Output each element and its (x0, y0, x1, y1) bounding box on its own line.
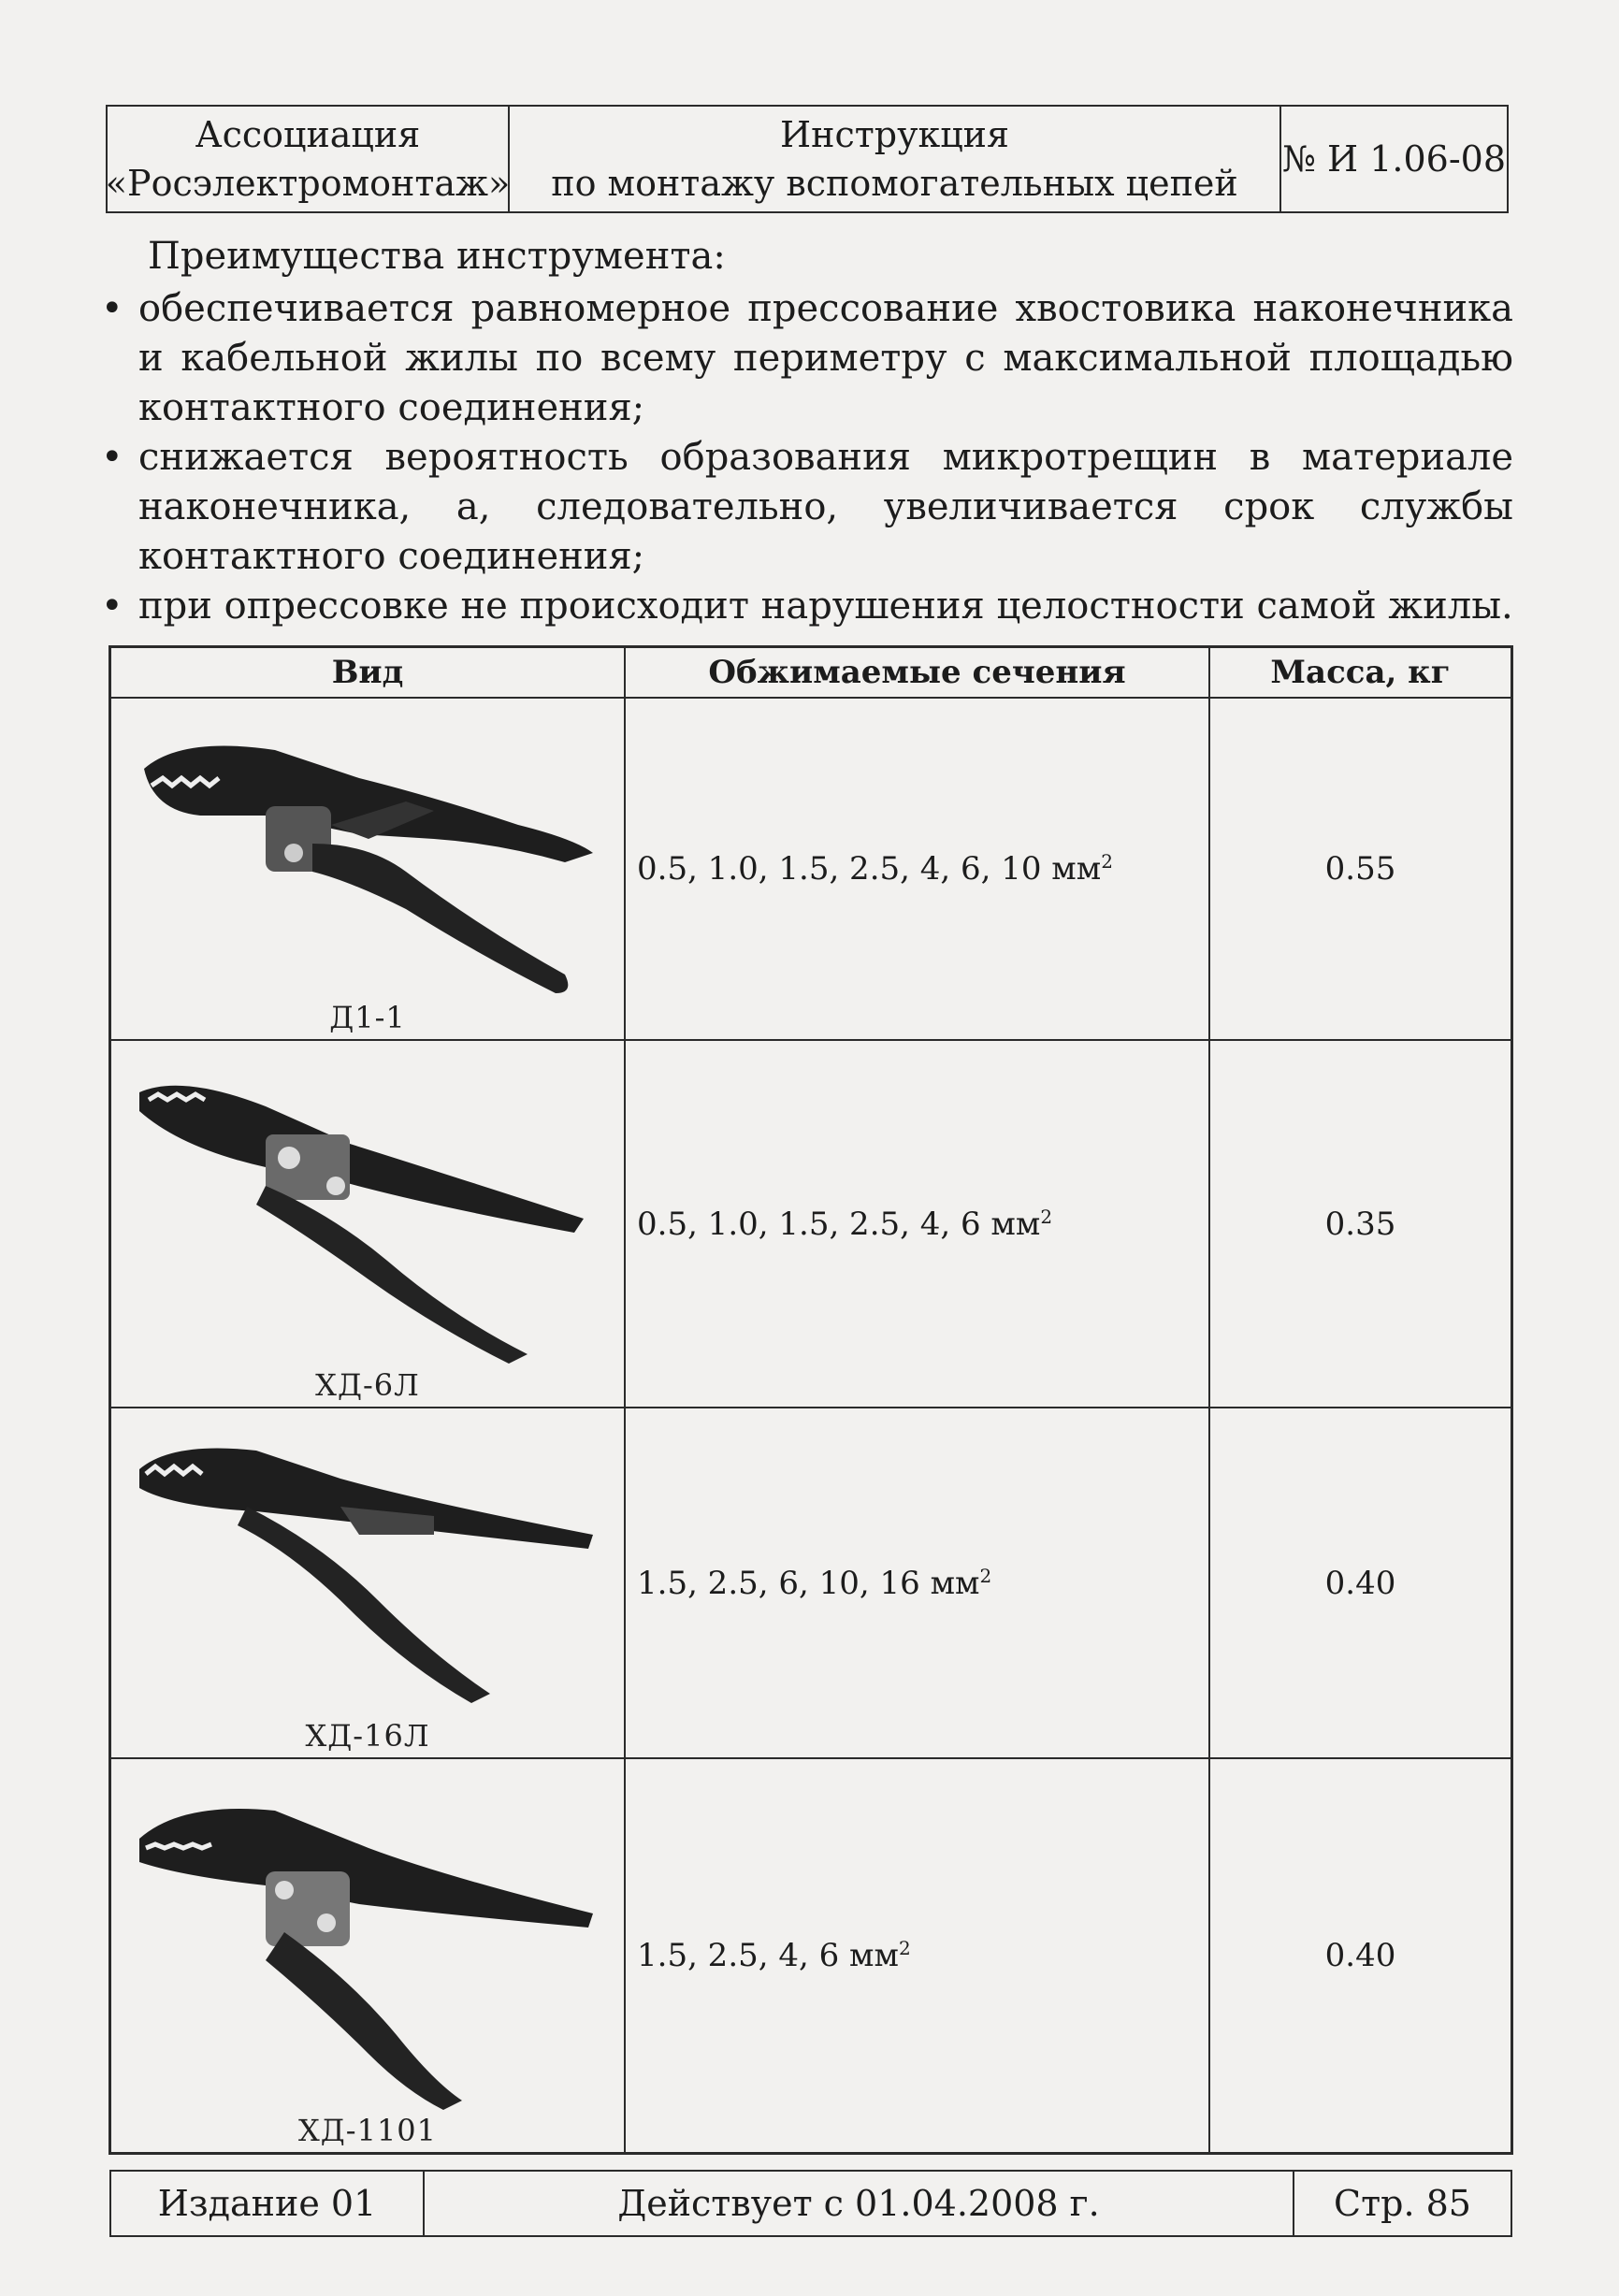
crimp-sections: 0.5, 1.0, 1.5, 2.5, 4, 6, 10 $мм^2$ (637, 849, 1113, 888)
organization-cell (105, 107, 511, 211)
document-number: № И 1.06-08 (1281, 138, 1507, 180)
edition: Издание 01 (111, 2172, 425, 2235)
tool-caption: ХД-6Л (315, 1367, 420, 1403)
table-row (111, 1041, 1511, 1408)
tool-mass: 0.40 (1324, 1937, 1396, 1974)
table-row (111, 1759, 1511, 2152)
advantages-title: Преимущества инструмента: (148, 235, 726, 278)
header-view: Вид (331, 654, 404, 691)
tool-caption: ХД-16Л (305, 1718, 430, 1754)
document-footer (109, 2170, 1512, 2237)
header-sections: Обжимаемые сечения (708, 654, 1126, 691)
bullet-icon: • (101, 436, 123, 479)
table-header-row (111, 648, 1511, 699)
tool-mass: 0.55 (1324, 850, 1396, 888)
tool-caption: Д1-1 (329, 1000, 406, 1035)
crimping-tool-image (125, 1773, 616, 2110)
tool-image-cell (111, 1408, 626, 1757)
document-title-line2: по монтажу вспомогательных цепей (551, 163, 1238, 204)
crimp-sections: 0.5, 1.0, 1.5, 2.5, 4, 6 $мм^2$ (637, 1205, 1053, 1243)
header-mass: Масса, кг (1270, 654, 1451, 691)
document-number-cell (1281, 107, 1507, 211)
crimp-sections: 1.5, 2.5, 4, 6 $мм^2$ (637, 1936, 911, 1975)
list-item: • при опрессовке не происходит нарушения целостности самой жилы. (101, 582, 1513, 631)
valid-from: Действует с 01.04.2008 г. (425, 2172, 1294, 2235)
crimp-sections: 1.5, 2.5, 6, 10, 16 $мм^2$ (637, 1564, 992, 1602)
document-header (106, 105, 1509, 213)
table-row (111, 699, 1511, 1041)
tool-image-cell (111, 1759, 626, 2152)
list-item: • снижается вероятность образования микротрещин в материале наконечника, а, следовательно, увеличивается срок службы контактного соединения; (101, 433, 1513, 582)
organization-line1: Ассоциация (195, 114, 421, 155)
organization-line2: «Росэлектромонтаж» (105, 163, 511, 204)
crimping-tool-image (125, 1422, 616, 1722)
tools-table (108, 645, 1513, 2155)
crimping-tool-image (125, 713, 616, 1012)
table-row (111, 1408, 1511, 1759)
bullet-icon: • (101, 287, 123, 330)
tool-image-cell (111, 1041, 626, 1407)
tool-caption: ХД-1101 (297, 2113, 438, 2148)
tool-mass: 0.40 (1324, 1564, 1396, 1602)
bullet-icon: • (101, 585, 123, 628)
crimping-tool-image (125, 1055, 616, 1373)
list-item: • обеспечивается равномерное прессование хвостовика наконечника и кабельной жилы по всему периметру с максимальной площадью контактного соединения; (101, 284, 1513, 433)
tool-image-cell (111, 699, 626, 1039)
document-title-cell (510, 107, 1281, 211)
tool-mass: 0.35 (1324, 1205, 1396, 1243)
advantages-list (101, 284, 1513, 631)
document-title-line1: Инструкция (780, 114, 1009, 155)
page-number: Стр. 85 (1334, 2183, 1471, 2224)
